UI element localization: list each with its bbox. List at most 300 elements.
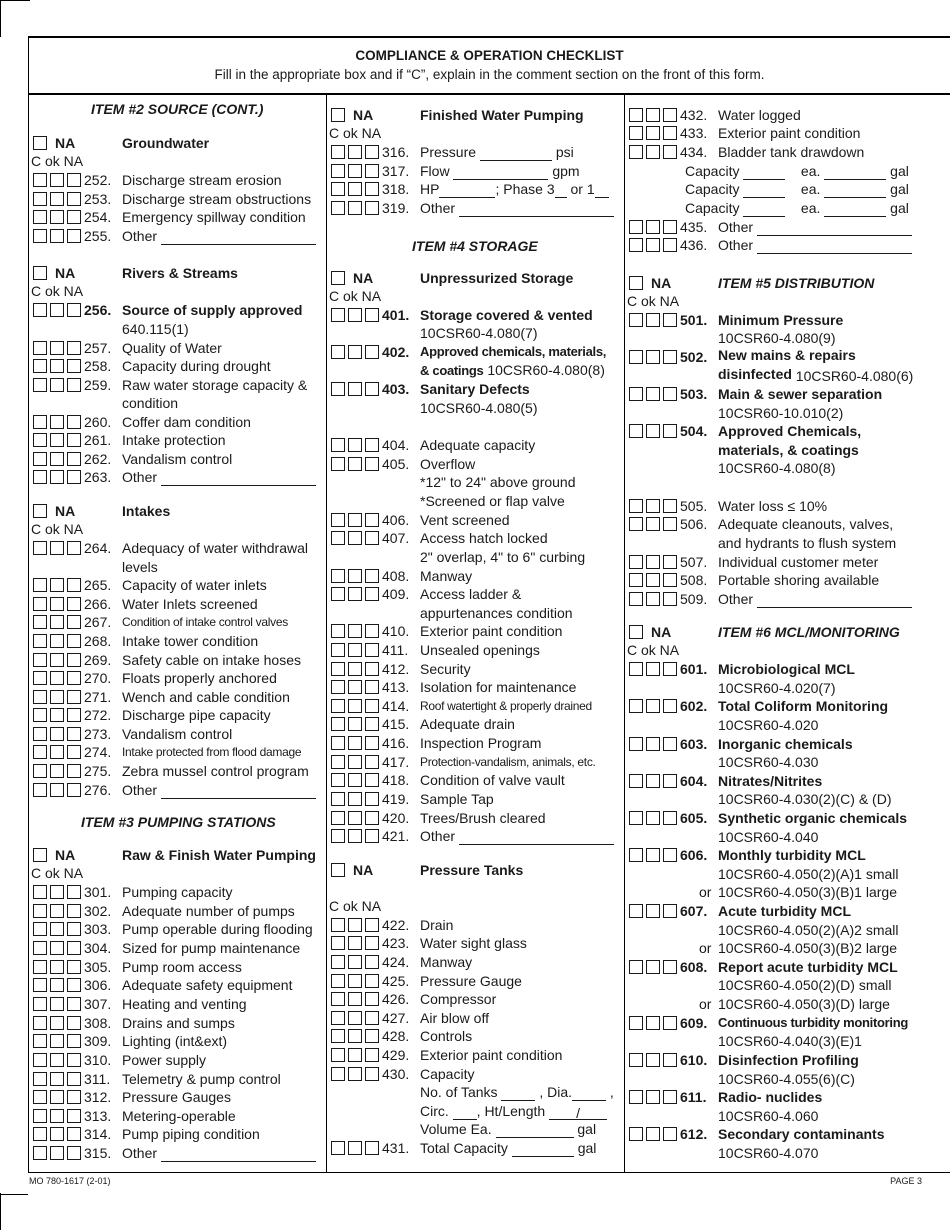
page-number: PAGE 3: [890, 1176, 922, 1186]
item-number: 426.: [382, 991, 410, 1007]
checkbox-group[interactable]: [331, 164, 383, 178]
item-text: Other: [122, 782, 158, 798]
na-checkbox[interactable]: [33, 504, 47, 518]
checkbox-group[interactable]: [629, 737, 681, 751]
other-blank[interactable]: [161, 1149, 316, 1162]
checklist-item: [29, 376, 326, 394]
item-text: Safety cable on intake hoses: [122, 652, 302, 668]
item-number: 316.: [382, 144, 410, 160]
checkbox-group[interactable]: [629, 387, 681, 401]
checklist-item: [625, 1088, 950, 1106]
checkbox-group[interactable]: [331, 531, 383, 545]
item-number: 303.: [84, 921, 112, 937]
checkbox-group[interactable]: [331, 1011, 383, 1025]
item-text-cont: & coatings: [420, 363, 484, 378]
checkbox-group[interactable]: [629, 220, 681, 234]
item-reference: 10CSR60-4.030: [718, 754, 819, 770]
checklist-item: [29, 1014, 326, 1032]
checklist-item: [625, 497, 950, 515]
subsection-mcl-monitoring: [625, 623, 950, 641]
total-capacity-blank[interactable]: [512, 1144, 574, 1157]
checkbox-group[interactable]: [33, 745, 85, 759]
item-text: Sample Tap: [420, 791, 494, 807]
item-continuation: [625, 365, 950, 383]
checkbox-group[interactable]: [33, 904, 85, 918]
checkbox-group[interactable]: [331, 936, 383, 950]
item-number: 405.: [382, 456, 410, 472]
item-continuation: levels: [122, 559, 158, 575]
checklist-item: [29, 920, 326, 938]
checkbox-group[interactable]: [629, 848, 681, 862]
subsection-title: Pressure Tanks: [420, 862, 524, 878]
item-reference: 10CSR60-4.080(5): [420, 400, 538, 416]
checkbox-group[interactable]: [331, 145, 383, 159]
checklist-item: [29, 227, 326, 245]
phase1-blank[interactable]: [595, 185, 609, 198]
na-label: NA: [353, 862, 374, 878]
item-text: Controls: [420, 1028, 473, 1044]
item-text: Security: [420, 661, 471, 677]
checkbox-group[interactable]: [33, 433, 85, 447]
item-text: Discharge stream obstructions: [122, 191, 312, 207]
checklist-item: [29, 1125, 326, 1143]
item-text: Bladder tank drawdown: [718, 144, 865, 160]
item-number: 275.: [84, 763, 112, 779]
checkbox-group[interactable]: [33, 708, 85, 722]
item-number: 609.: [680, 1015, 708, 1031]
checkbox-group[interactable]: [331, 680, 383, 694]
na-label: NA: [55, 265, 76, 281]
phase3-blank[interactable]: [555, 185, 567, 198]
circ-blank[interactable]: [453, 1107, 477, 1120]
checkbox-group[interactable]: [629, 1090, 681, 1104]
dia-blank[interactable]: [572, 1088, 606, 1101]
checkbox-group[interactable]: [629, 108, 681, 122]
item-number: 314.: [84, 1126, 112, 1142]
checklist-item: [29, 339, 326, 357]
item-number: 309.: [84, 1033, 112, 1049]
na-checkbox[interactable]: [629, 276, 643, 290]
item-text: Flow: [420, 163, 450, 179]
checkbox-group[interactable]: [331, 643, 383, 657]
checkbox-group[interactable]: [331, 1029, 383, 1043]
checkbox-group[interactable]: [33, 303, 85, 317]
checkbox-group[interactable]: [629, 145, 681, 159]
subsection-groundwater: [29, 134, 326, 152]
item-text: Protection-vandalism, animals, etc.: [420, 755, 596, 769]
checkbox-group[interactable]: [33, 1053, 85, 1067]
checkbox-group[interactable]: [33, 671, 85, 685]
item-text: HP: [420, 181, 440, 197]
checklist-item: [29, 1144, 326, 1162]
checkbox-group[interactable]: [33, 634, 85, 648]
na-checkbox[interactable]: [33, 136, 47, 150]
item-continuation: [327, 361, 624, 379]
item-number: 612.: [680, 1126, 708, 1142]
item-number: 428.: [382, 1028, 410, 1044]
checkbox-group[interactable]: [33, 997, 85, 1011]
item-number: 313.: [84, 1108, 112, 1124]
item-text: Synthetic organic chemicals: [718, 810, 908, 826]
item-number: 266.: [84, 596, 112, 612]
other-blank[interactable]: [459, 832, 614, 845]
checkbox-group[interactable]: [331, 569, 383, 583]
item-reference: 10CSR60-4.020: [718, 717, 819, 733]
tanks-blank[interactable]: [501, 1088, 535, 1101]
checkbox-group[interactable]: [33, 1109, 85, 1123]
checkbox-group[interactable]: [331, 662, 383, 676]
na-label: NA: [55, 503, 76, 519]
checkbox-group[interactable]: [33, 727, 85, 741]
checklist-item: [625, 236, 950, 254]
checkbox-group[interactable]: [331, 382, 383, 396]
na-checkbox[interactable]: [331, 108, 345, 122]
checkbox-group[interactable]: [331, 755, 383, 769]
other-blank[interactable]: [459, 204, 614, 217]
checklist-item: [29, 450, 326, 468]
checkbox-group[interactable]: [331, 811, 383, 825]
checkbox-group[interactable]: [331, 717, 383, 731]
or-label: or: [699, 996, 712, 1012]
checkbox-group[interactable]: [33, 764, 85, 778]
checkbox-group[interactable]: [629, 555, 681, 569]
crop-mark: [0, 1193, 1, 1230]
item-number: 312.: [84, 1089, 112, 1105]
checkbox-group[interactable]: [331, 624, 383, 638]
checkbox-group[interactable]: [629, 811, 681, 825]
item-text: Unsealed openings: [420, 642, 540, 658]
item-reference: 10CSR60-4.080(6): [795, 368, 914, 384]
ea-blank[interactable]: [824, 204, 886, 217]
item-text: Other: [718, 219, 754, 235]
checkbox-group[interactable]: [33, 378, 85, 392]
item-number: 414.: [382, 698, 410, 714]
checkbox-group[interactable]: [33, 229, 85, 243]
or-label: or: [699, 884, 712, 900]
checkbox-group[interactable]: [33, 922, 85, 936]
subsection-finished-pumping: [327, 106, 624, 124]
checkbox-group[interactable]: [33, 941, 85, 955]
item-number: 427.: [382, 1010, 410, 1026]
checkbox-group[interactable]: [33, 210, 85, 224]
checkbox-group[interactable]: [629, 313, 681, 327]
item-text: Overflow: [420, 456, 476, 472]
item-continuation: 2" overlap, 4" to 6" curbing: [420, 549, 586, 565]
checkbox-group[interactable]: [331, 438, 383, 452]
checklist-item: [327, 436, 624, 454]
item-text: Quality of Water: [122, 340, 222, 356]
column-source-pumping: [29, 93, 326, 1172]
checklist-item: [625, 735, 950, 753]
item-number: 502.: [680, 349, 708, 365]
checklist-item: [327, 972, 624, 990]
item-number: 255.: [84, 228, 112, 244]
capacity-blank[interactable]: [743, 185, 785, 198]
checklist-item: [29, 413, 326, 431]
capacity-detail: Volume Ea. gal: [420, 1121, 597, 1137]
section-title-pumping: ITEM #3 PUMPING STATIONS: [81, 814, 276, 830]
checklist-item: [327, 771, 624, 789]
checkbox-group[interactable]: [33, 1016, 85, 1030]
checklist-item: [327, 660, 624, 678]
item-text: Sized for pump maintenance: [122, 940, 301, 956]
checkbox-group[interactable]: [33, 470, 85, 484]
item-number: 608.: [680, 959, 708, 975]
checkbox-group[interactable]: [33, 1146, 85, 1160]
checklist-item: [327, 585, 624, 603]
checkbox-group[interactable]: [33, 978, 85, 992]
checkbox-group[interactable]: [629, 1127, 681, 1141]
na-checkbox[interactable]: [33, 848, 47, 862]
item-reference: 10CSR60-10.010(2): [718, 405, 844, 421]
checkbox-group[interactable]: [33, 415, 85, 429]
item-number: 304.: [84, 940, 112, 956]
checkbox-group[interactable]: [331, 918, 383, 932]
item-text: Total Capacity: [420, 1140, 508, 1156]
checklist-item: [327, 715, 624, 733]
checklist-item: [29, 781, 326, 799]
checkbox-group[interactable]: [629, 126, 681, 140]
item-number: 264.: [84, 540, 112, 556]
checkbox-group[interactable]: [33, 653, 85, 667]
checkbox-group[interactable]: [629, 904, 681, 918]
ht-length-blank[interactable]: /: [549, 1107, 607, 1120]
checkbox-group[interactable]: [331, 1067, 383, 1081]
pressure-blank[interactable]: [480, 148, 552, 161]
item-number: 259.: [84, 377, 112, 393]
column-legend: C ok NA: [31, 865, 84, 881]
item-text: Capacity of water inlets: [122, 577, 267, 593]
checkbox-group[interactable]: [33, 541, 85, 555]
na-checkbox[interactable]: [331, 271, 345, 285]
item-text: Condition of valve vault: [420, 772, 565, 788]
subsection-distribution: [625, 274, 950, 292]
item-text: Pumping capacity: [122, 884, 233, 900]
checkbox-group[interactable]: [33, 597, 85, 611]
checkbox-group[interactable]: [33, 615, 85, 629]
item-text: Total Coliform Monitoring: [718, 698, 889, 714]
item-text: Capacity during drought: [122, 358, 271, 374]
checkbox-group[interactable]: [331, 736, 383, 750]
crop-mark: [0, 0, 30, 1]
item-number: 602.: [680, 698, 708, 714]
item-number: 408.: [382, 568, 410, 584]
ea-blank[interactable]: [824, 185, 886, 198]
checklist-item: [625, 772, 950, 790]
checkbox-group[interactable]: [33, 452, 85, 466]
item-text: Manway: [420, 568, 473, 584]
checkbox-group[interactable]: [629, 1053, 681, 1067]
checklist-item: [625, 218, 950, 236]
item-reference: 10CSR60-4.050(2)(A)1 small: [718, 866, 899, 882]
item-text: Vent screened: [420, 512, 510, 528]
checkbox-group[interactable]: [331, 1048, 383, 1062]
checkbox-group[interactable]: [33, 690, 85, 704]
section-title-mcl: ITEM #6 MCL/MONITORING: [718, 624, 900, 640]
column-legend: C ok NA: [627, 642, 680, 658]
na-checkbox[interactable]: [33, 266, 47, 280]
checkbox-group[interactable]: [33, 1034, 85, 1048]
item-text: Manway: [420, 954, 473, 970]
capacity-line: Capacity ea. gal: [685, 181, 909, 197]
checkbox-group[interactable]: [331, 792, 383, 806]
other-blank[interactable]: [757, 595, 912, 608]
checkbox-group[interactable]: [331, 201, 383, 215]
checklist-item: [29, 1051, 326, 1069]
item-continuation: *Screened or flap valve: [420, 493, 565, 509]
checkbox-group[interactable]: [629, 1016, 681, 1030]
item-number: 417.: [382, 754, 410, 770]
checklist-item: [625, 1051, 950, 1069]
subsection-title: Groundwater: [122, 135, 210, 151]
item-number: 254.: [84, 209, 112, 225]
checkbox-group[interactable]: [331, 974, 383, 988]
item-number: 419.: [382, 791, 410, 807]
item-text: Water logged: [718, 107, 801, 123]
other-blank[interactable]: [161, 232, 316, 245]
item-text: Other: [420, 200, 456, 216]
capacity-blank[interactable]: [743, 204, 785, 217]
item-number: 311.: [84, 1071, 111, 1087]
other-blank[interactable]: [757, 241, 912, 254]
checkbox-group[interactable]: [331, 182, 383, 196]
column-legend: C ok NA: [627, 293, 680, 309]
item-text: Secondary contaminants: [718, 1126, 885, 1142]
item-reference: or 10CSR60-4.050(3)(B)2 large: [699, 940, 897, 956]
checkbox-group[interactable]: [629, 699, 681, 713]
checkbox-group[interactable]: [33, 341, 85, 355]
checkbox-group[interactable]: [629, 424, 681, 438]
checkbox-group[interactable]: [331, 587, 383, 601]
item-number: 506.: [680, 516, 708, 532]
item-text: Other: [718, 591, 754, 607]
section-title-distribution: ITEM #5 DISTRIBUTION: [718, 275, 875, 291]
checkbox-group[interactable]: [33, 359, 85, 373]
capacity-line: Capacity ea. gal: [685, 200, 909, 216]
checklist-item: [327, 990, 624, 1008]
item-number: 403.: [382, 381, 410, 397]
item-number: 432.: [680, 107, 708, 123]
checkbox-group[interactable]: [629, 774, 681, 788]
checkbox-group[interactable]: [629, 960, 681, 974]
form-header: [29, 38, 950, 95]
item-text: Sanitary Defects: [420, 381, 530, 397]
crop-mark: [0, 1194, 28, 1195]
checkbox-group[interactable]: [33, 192, 85, 206]
other-blank[interactable]: [757, 223, 912, 236]
na-label: NA: [651, 275, 672, 291]
item-number: 404.: [382, 437, 410, 453]
checklist-item: [29, 208, 326, 226]
na-label: NA: [353, 107, 374, 123]
column-distribution-mcl: [625, 93, 950, 1172]
checklist-item: [29, 762, 326, 780]
column-legend: C ok NA: [31, 153, 84, 169]
checkbox-group[interactable]: [33, 783, 85, 797]
item-text: Condition of intake control valves: [122, 615, 288, 629]
checkbox-group[interactable]: [629, 662, 681, 676]
item-number: 317.: [382, 163, 410, 179]
item-number: 412.: [382, 661, 410, 677]
checkbox-group[interactable]: [33, 960, 85, 974]
item-text: Capacity: [420, 1066, 475, 1082]
subsection-title: Raw & Finish Water Pumping: [122, 847, 316, 863]
item-text: Wench and cable condition: [122, 689, 290, 705]
checkbox-group[interactable]: [331, 513, 383, 527]
item-number: 508.: [680, 572, 708, 588]
form-number: MO 780-1617 (2-01): [29, 1176, 111, 1186]
na-checkbox[interactable]: [629, 625, 643, 639]
item-text: Vandalism control: [122, 451, 233, 467]
checkbox-group[interactable]: [331, 308, 383, 322]
checkbox-group[interactable]: [629, 592, 681, 606]
checkbox-group[interactable]: [33, 1090, 85, 1104]
hp-blank[interactable]: [439, 185, 495, 198]
item-reference: or 10CSR60-4.050(3)(D) large: [699, 996, 890, 1012]
volume-blank[interactable]: [496, 1125, 574, 1138]
column-legend: C ok NA: [329, 898, 382, 914]
checklist-item: [625, 1125, 950, 1143]
item-number: 504.: [680, 423, 708, 439]
checkbox-group[interactable]: [629, 350, 681, 364]
checkbox-group[interactable]: [331, 345, 383, 359]
checkbox-group[interactable]: [33, 885, 85, 899]
item-number: 315.: [84, 1145, 112, 1161]
checkbox-group[interactable]: [331, 992, 383, 1006]
checklist-item: [625, 590, 950, 608]
checklist-item: [327, 1009, 624, 1027]
item-text: Water sight glass: [420, 935, 527, 951]
checkbox-group[interactable]: [331, 699, 383, 713]
checkbox-group[interactable]: [629, 517, 681, 531]
checkbox-group[interactable]: [33, 173, 85, 187]
capacity-blank[interactable]: [743, 167, 785, 180]
item-number: 433.: [680, 125, 708, 141]
checkbox-group[interactable]: [331, 829, 383, 843]
item-text: Access hatch locked: [420, 530, 548, 546]
checkbox-group[interactable]: [629, 573, 681, 587]
checklist-item: [625, 422, 950, 440]
item-number: 411.: [382, 642, 409, 658]
item-text: Monthly turbidity MCL: [718, 847, 866, 863]
checkbox-group[interactable]: [331, 1141, 383, 1155]
checklist-item: [29, 706, 326, 724]
checklist-item: [29, 958, 326, 976]
checkbox-group[interactable]: [629, 499, 681, 513]
checklist-item: [327, 567, 624, 585]
checkbox-group[interactable]: [629, 238, 681, 252]
item-number: 415.: [382, 716, 410, 732]
item-text: Intake protection: [122, 432, 226, 448]
item-number: 267.: [84, 614, 112, 630]
checkbox-group[interactable]: [33, 578, 85, 592]
other-blank[interactable]: [161, 786, 316, 799]
other-blank[interactable]: [161, 473, 316, 486]
checkbox-group[interactable]: [331, 457, 383, 471]
na-checkbox[interactable]: [331, 863, 345, 877]
item-text: Adequate cleanouts, valves,: [718, 516, 894, 532]
flow-blank[interactable]: [453, 167, 548, 180]
checklist-item: [327, 143, 624, 161]
ea-blank[interactable]: [824, 167, 886, 180]
checkbox-group[interactable]: [33, 1127, 85, 1141]
checkbox-group[interactable]: [331, 955, 383, 969]
item-text: Water Inlets screened: [122, 596, 258, 612]
checkbox-group[interactable]: [33, 1072, 85, 1086]
item-text: Trees/Brush cleared: [420, 810, 546, 826]
checkbox-group[interactable]: [331, 773, 383, 787]
checklist-item: [327, 529, 624, 547]
